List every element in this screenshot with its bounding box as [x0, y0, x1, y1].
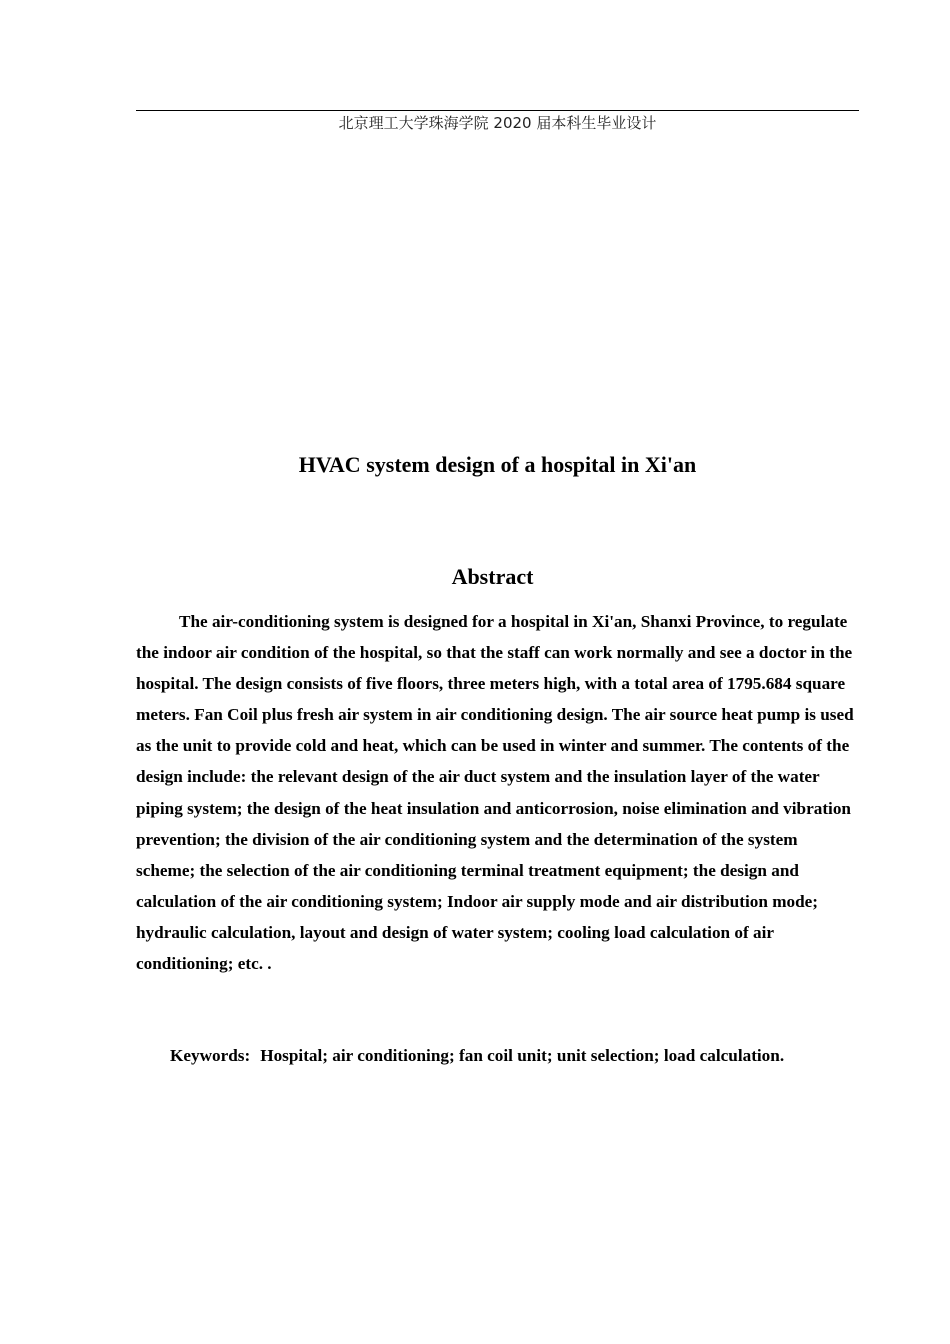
- abstract-body: The air-conditioning system is designed for a hospital in Xi'an, Shanxi Province, to regulate the indoor air condition of the hospital, so that the staff can work normally and see a doctor in the hospital. The design consists of five floors, three meters high, with a total area of 1795.684 square meters. Fan Coil plus fresh air system in air conditioning design. The air source heat pump is used as the unit to provide cold and heat, which can be used in winter and summer. The contents of the design include: the relevant design of the air duct system and the insulation layer of the water piping system; the design of the heat insulation and anticorrosion, noise elimination and vibration prevention; the division of the air conditioning system and the determination of the system scheme; the selection of the air conditioning terminal treatment equipment; the design and calculation of the air conditioning system; Indoor air supply mode and air distribution mode; hydraulic calculation, layout and design of water system; cooling load calculation of air conditioning; etc. .: [136, 612, 854, 974]
- abstract-heading: Abstract: [451, 564, 534, 589]
- paper-title: HVAC system design of a hospital in Xi'an: [298, 452, 697, 477]
- keywords-label: Keywords:: [170, 1046, 251, 1065]
- keywords-text: Hospital; air conditioning; fan coil unit; unit selection; load calculation.: [260, 1046, 785, 1065]
- header-rule: [136, 110, 859, 111]
- running-header: 北京理工大学珠海学院 2020 届本科生毕业设计: [338, 114, 657, 132]
- keywords-line: [170, 1040, 870, 1071]
